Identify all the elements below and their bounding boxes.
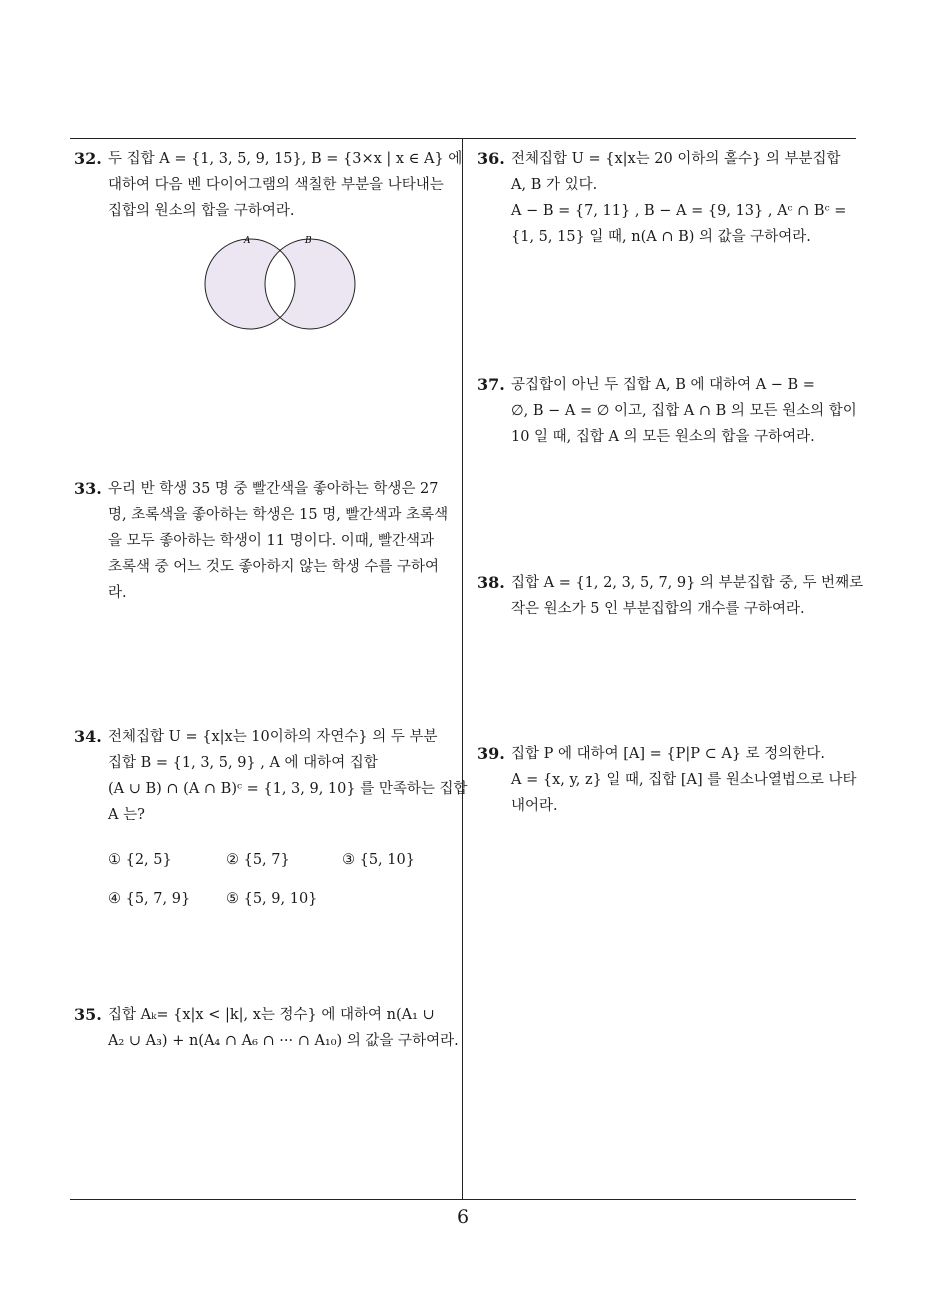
choice-2[interactable]: ② {5, 7} xyxy=(226,852,290,868)
venn-shaded-region xyxy=(205,239,355,329)
top-rule xyxy=(70,138,856,139)
problem-text-line: 공집합이 아닌 두 집합 A, B 에 대하여 A − B = xyxy=(511,377,815,393)
problem-33 xyxy=(74,476,448,606)
problem-text-line: A, B 가 있다. xyxy=(511,177,598,193)
venn-label-a: A xyxy=(244,236,251,246)
problem-number: 37. xyxy=(477,375,505,394)
problem-34 xyxy=(74,724,467,828)
problem-36 xyxy=(477,146,846,250)
problem-text-line: 10 일 때, 집합 A 의 모든 원소의 합을 구하여라. xyxy=(511,429,815,445)
problem-text-line: 내어라. xyxy=(511,798,558,814)
problem-text-line: 집합 Aₖ= {x|x < |k|, x는 정수} 에 대하여 n(A₁ ∪ xyxy=(108,1007,435,1023)
problem-text-line: A − B = {7, 11} , B − A = {9, 13} , Aᶜ ∩ Bᶜ = xyxy=(511,203,847,219)
problem-text-line: 집합의 원소의 합을 구하여라. xyxy=(108,203,295,219)
problem-number: 39. xyxy=(477,744,505,763)
problem-number: 34. xyxy=(74,727,102,746)
choice-1[interactable]: ① {2, 5} xyxy=(108,852,172,868)
problem-number: 36. xyxy=(477,149,505,168)
problem-text-line: 전체집합 U = {x|x는 20 이하의 홀수} 의 부분집합 xyxy=(511,151,841,167)
problem-text-line: 집합 A = {1, 2, 3, 5, 7, 9} 의 부분집합 중, 두 번째로 xyxy=(511,575,864,591)
column-divider xyxy=(462,139,463,1199)
problem-text-line: 라. xyxy=(108,585,127,601)
choice-5[interactable]: ⑤ {5, 9, 10} xyxy=(226,891,318,907)
problem-number: 35. xyxy=(74,1005,102,1024)
problem-text-line: 우리 반 학생 35 명 중 빨간색을 좋아하는 학생은 27 xyxy=(108,481,439,497)
problem-text-line: 을 모두 좋아하는 학생이 11 명이다. 이때, 빨간색과 xyxy=(108,533,435,549)
problem-38 xyxy=(477,570,863,622)
problem-text-line: (A ∪ B) ∩ (A ∩ B)ᶜ = {1, 3, 9, 10} 를 만족하는 집합 xyxy=(108,781,468,797)
venn-diagram xyxy=(195,232,365,332)
problem-39 xyxy=(477,741,857,819)
bottom-rule xyxy=(70,1199,856,1200)
problem-text-line: 두 집합 A = {1, 3, 5, 9, 15}, B = {3×x | x ∈ A} 에 xyxy=(108,151,463,167)
problem-32 xyxy=(74,146,462,224)
problem-text-line: A = {x, y, z} 일 때, 집합 [A] 를 원소나열법으로 나타 xyxy=(511,772,857,788)
venn-label-b: B xyxy=(305,236,312,246)
problem-text-line: 전체집합 U = {x|x는 10이하의 자연수} 의 두 부분 xyxy=(108,729,438,745)
problem-text-line: {1, 5, 15} 일 때, n(A ∩ B) 의 값을 구하여라. xyxy=(511,229,811,245)
problem-number: 33. xyxy=(74,479,102,498)
problem-number: 38. xyxy=(477,573,505,592)
problem-text-line: 명, 초록색을 좋아하는 학생은 15 명, 빨간색과 초록색 xyxy=(108,507,449,523)
choice-3[interactable]: ③ {5, 10} xyxy=(342,852,415,868)
problem-text-line: 초록색 중 어느 것도 좋아하지 않는 학생 수를 구하여 xyxy=(108,559,440,575)
problem-text-line: A 는? xyxy=(108,807,145,823)
problem-text-line: 작은 원소가 5 인 부분집합의 개수를 구하여라. xyxy=(511,601,805,617)
problem-37 xyxy=(477,372,857,450)
problem-text-line: 대하여 다음 벤 다이어그램의 색칠한 부분을 나타내는 xyxy=(108,177,444,193)
choice-4[interactable]: ④ {5, 7, 9} xyxy=(108,891,191,907)
problem-text-line: 집합 P 에 대하여 [A] = {P|P ⊂ A} 로 정의한다. xyxy=(511,746,825,762)
problem-number: 32. xyxy=(74,149,102,168)
page-number: 6 xyxy=(456,1206,470,1228)
problem-text-line: ∅, B − A = ∅ 이고, 집합 A ∩ B 의 모든 원소의 합이 xyxy=(511,403,857,419)
problem-text-line: A₂ ∪ A₃) + n(A₄ ∩ A₆ ∩ ··· ∩ A₁₀) 의 값을 구하여라. xyxy=(108,1033,459,1049)
problem-text-line: 집합 B = {1, 3, 5, 9} , A 에 대하여 집합 xyxy=(108,755,378,771)
problem-35 xyxy=(74,1002,459,1054)
